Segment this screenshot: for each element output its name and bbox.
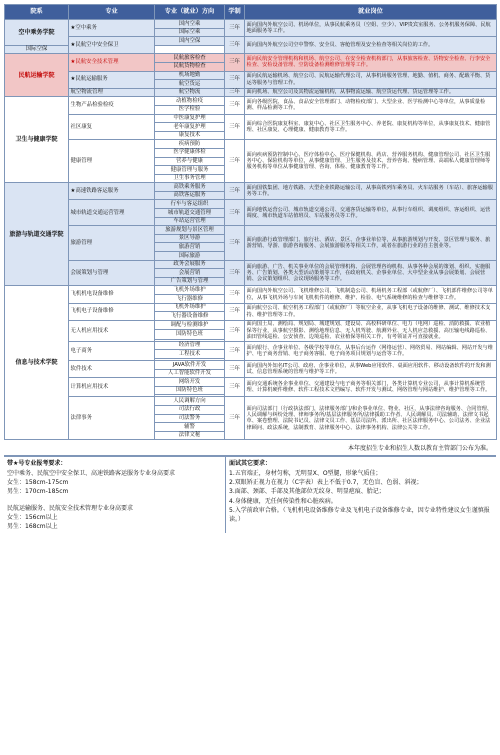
direction-cell: 人民调解方向 [155, 397, 225, 406]
table-row [5, 37, 497, 46]
direction-cell: 动植物检疫 [155, 97, 225, 106]
requirement-line: 4.身体健康，无任何传染性和心脏疾病。 [229, 497, 337, 505]
major-cell: ★民航安全技术管理 [69, 54, 155, 71]
table-row [5, 378, 497, 387]
direction-cell: 国内空保 [155, 37, 225, 46]
direction-cell: 高铁乘务服务 [155, 183, 225, 192]
duration-cell: 三年 [225, 20, 245, 37]
jobs-cell: 面向国内外航空公司、机场单位，从事民航乘务员（空姐、空少）、VIP贵宾室服务、公务机服务保障、民航地面服务等工作。 [245, 20, 497, 37]
jobs-cell: 面向各级医院、食品、食品安全管理部门、动物检疫部门、大型企业、医学检测中心等单位，从事质量检测、样品检测等工作。 [245, 97, 497, 114]
direction-cell: 网络开发 [155, 378, 225, 387]
table-row [5, 71, 497, 80]
major-cell: 生物产品检验检疫 [69, 97, 155, 114]
jobs-cell: 面向国内外知名IT公司、政府、企事业单位，从事Web应用软件、桌面应用软件、移动设备软件的开发和测试、信息管理系统的管理与维护等工作。 [245, 361, 497, 378]
major-cell: 航空物流管理 [69, 88, 155, 97]
direction-cell: 老年康复护理 [155, 123, 225, 132]
requirement-line: 面试其它要求： [229, 460, 272, 468]
table-row [5, 341, 497, 350]
jobs-cell: 面向机场、航空公司及其物流运输机构，从事物流运输、航空货运代理、货运管理等工作。 [245, 88, 497, 97]
department-cell: 卫生与健康学院 [5, 97, 69, 183]
jobs-cell: 面向国铁集团、地方铁路、大型企业铁路运输公司，从事高铁列车乘务员、火车站服务（车站）、旅客运输服务等工作。 [245, 183, 497, 200]
jobs-cell: 面向旅游行政管理部门、旅行社、酒店、景区、企事业单位等，从事旅游规划与开发、景区管理与服务、旅游营销、导游、旅游咨询服务、会展旅游服务等相关工作，或者在旅游行业的自主创业等。 [245, 226, 497, 260]
jobs-cell: 面向旅游、广告、机关事业单位的会展管理机构、会展管理咨询机构、从事各种会展的策划、组织、实施服务、广告策划、各类大型活动策划等工作，在政府机关、企事业单位、大中型企业从事会展策划、会展营销、会议策划组织、会议现场服务等工作。 [245, 260, 497, 286]
jobs-cell: 面向国内外航空公司空中警察、安全员、客舱管理及安全检查等相关岗位的工作。 [245, 37, 497, 54]
document [4, 4, 496, 533]
direction-cell: 人工智能软件开发 [155, 369, 225, 378]
major-cell: 飞机机电设备维修 [69, 286, 155, 303]
direction-cell: 行车与客运组织 [155, 200, 225, 209]
duration-cell: 三年 [225, 37, 245, 54]
header-major: 专业 [69, 5, 155, 20]
table-row [5, 97, 497, 106]
direction-cell: 司法警务 [155, 414, 225, 423]
direction-cell: 国际空保 [5, 45, 69, 54]
major-table [4, 4, 497, 440]
department-cell: 旅游与轨道交通学院 [5, 183, 69, 286]
major-cell: ★民航运输服务 [69, 71, 155, 88]
major-cell: 法律事务 [69, 397, 155, 440]
direction-cell: 旅游营销 [155, 243, 225, 252]
requirement-line: 空中乘务、民航空中安全保卫、高速铁路客运服务专业身高要求 [7, 469, 176, 477]
direction-cell: 调配与检测维护 [155, 320, 225, 329]
department-cell: 空中乘务学院 [5, 20, 69, 46]
table-row [5, 114, 497, 123]
duration-cell: 三年 [225, 320, 245, 341]
requirement-line: 女生：156cm以上 [7, 513, 58, 521]
table-row [5, 226, 497, 235]
direction-cell: 康复技术 [155, 131, 225, 140]
duration-cell: 三年 [225, 140, 245, 183]
direction-cell: 飞机外场维护 [155, 286, 225, 295]
direction-cell: 医学检验 [155, 105, 225, 114]
direction-cell: 民航货物检查 [155, 62, 225, 71]
requirement-line [7, 497, 222, 504]
department-cell: 民航运输学院 [5, 54, 69, 97]
major-cell: 飞机电子设备维修 [69, 303, 155, 320]
footnote: 本年度招生专业和招生人数以教育主管部门公布为准。 [4, 440, 496, 456]
direction-cell: 中医康复护理 [155, 114, 225, 123]
direction-cell: 医学健康体检 [155, 148, 225, 157]
major-cell: 计算机应用技术 [69, 378, 155, 397]
requirement-line: 男生：170cm-185cm [7, 488, 69, 496]
jobs-cell: 面向地铁运营公司、城市轨道交通公司、交通客货运输等单位，从事行车组织、调度组织、客运组织、运营调度、城市轨道车站值班员、车站服务员等工作。 [245, 200, 497, 226]
table-row [5, 320, 497, 329]
direction-cell: 疾病预防 [155, 140, 225, 149]
table-row [5, 260, 497, 269]
table-row [5, 20, 497, 29]
direction-cell: 车站运营管理 [155, 217, 225, 226]
major-cell: 健康管理 [69, 140, 155, 183]
direction-cell: 会展营销 [155, 269, 225, 278]
direction-cell: 经济管理 [155, 341, 225, 350]
requirement-line: 2.双眼矫正视力在视力（C字表）表上不低于0.7，无色盲、色弱、斜视； [229, 478, 423, 486]
duration-cell: 三年 [225, 200, 245, 226]
duration-cell: 三年 [225, 226, 245, 260]
direction-cell: 飞机外场维护 [155, 303, 225, 312]
duration-cell: 三年 [225, 183, 245, 200]
direction-cell: 飞行器设备维修 [155, 312, 225, 321]
requirement-line: 5.入学前政审合格。（飞机机电设备维修专业及飞机电子设备维修专业，因专业特性建议女生谨慎报读。） [229, 506, 490, 524]
department-cell: 信息与技术学院 [5, 286, 69, 440]
duration-cell: 三年 [225, 71, 245, 88]
major-cell: 会展策划与管理 [69, 260, 155, 286]
table-row [5, 303, 497, 312]
direction-cell: 景区导游 [155, 234, 225, 243]
requirement-line: 男生：168cm以上 [7, 523, 58, 531]
jobs-cell: 面向银行、企事业单位、各级学校等单位，从事后台运作（网络运营）、网络贸易、网站编辑、网站开发与维护、电子商务营销、电子商务客服、电子商务项目规划与运营等工作。 [245, 341, 497, 360]
direction-cell: 广告策划与管理 [155, 277, 225, 286]
requirement-line: 女生：158cm-175cm [7, 478, 69, 486]
direction-cell: 国防特色班 [155, 386, 225, 395]
major-cell: 旅游管理 [69, 226, 155, 260]
duration-cell: 三年 [225, 260, 245, 286]
major-cell: ★空中乘务 [69, 20, 155, 37]
duration-cell: 三年 [225, 341, 245, 360]
direction-cell: 法律文秘 [155, 431, 225, 440]
direction-cell: 城市轨道交通管理 [155, 209, 225, 218]
table-row [5, 361, 497, 370]
header-direction: 专业（就业）方向 [155, 5, 225, 20]
duration-cell: 三年 [225, 303, 245, 320]
jobs-cell: 面向综合医院康复科室、康复中心、社区卫生服务中心、养老院、康复机构等单位，从事康复技术、健康管理、社区康复、心理健康、健康教育等工作。 [245, 114, 497, 140]
direction-cell: 航空货运 [155, 80, 225, 89]
direction-cell: 机场地勤 [155, 71, 225, 80]
direction-cell: 民航旅客检查 [155, 54, 225, 63]
header-dept: 院系 [5, 5, 69, 20]
major-cell: 无人机应用技术 [69, 320, 155, 341]
duration-cell: 三年 [225, 54, 245, 71]
direction-cell: 政务会展服务 [155, 260, 225, 269]
direction-cell: 司法行政 [155, 405, 225, 414]
table-row [5, 88, 497, 97]
duration-cell: 三年 [225, 114, 245, 140]
duration-cell: 三年 [225, 97, 245, 114]
requirements-section [4, 456, 496, 533]
major-cell: 城市轨道交通运营管理 [69, 200, 155, 226]
duration-cell: 三年 [225, 361, 245, 378]
interview-requirements [226, 457, 496, 533]
height-requirements [4, 457, 226, 533]
direction-cell: JAVA软件开发 [155, 361, 225, 370]
jobs-cell: 面向国土局、测绘局、规划局、城建规划、建设局、高校科研单位、电力（电网）巡检、消防救援、农业植保等行业，从事航空摄影、测绘地理信息、无人机驾驶、航测外业、无人机应急救援、高压输电线路巡检、油田管线巡检、公安侦查、边境巡检、农业植保等相关工作，有考领证并可直接就业。 [245, 320, 497, 341]
table-body [5, 20, 497, 440]
direction-cell: 国内空乘 [155, 20, 225, 29]
jobs-cell: 面向疾病预防控制中心、医疗体检中心、医疗保健机构、药店、营养服务机构、健康管理公司、社区卫生服务中心、保险机构等单位，从事健康管理、卫生服务及技术、营养咨询、慢病管理、高端私人健康管理师等服务机构等单位从事健康管理、咨询、体检、健康教育等工作。 [245, 140, 497, 183]
direction-cell: 营养与健康 [155, 157, 225, 166]
jobs-cell: 面向交通系统各企事业单位、交通建设与电子商务等相关部门，各类计算机专业公司，从事计算机系统管理、计算机硬件维修、软件工程技术文档编写、软件开发与测试、网络管理与网站维护、维护管理等工作。 [245, 378, 497, 397]
major-cell: 软件技术 [69, 361, 155, 378]
requirement-line: 带★号专业报考要求： [7, 460, 67, 468]
duration-cell: 三年 [225, 378, 245, 397]
direction-cell: 工程技术 [155, 350, 225, 359]
duration-cell: 三年 [225, 397, 245, 440]
table-row [5, 286, 497, 295]
duration-cell: 三年 [225, 286, 245, 303]
direction-cell: 国防特色班 [155, 330, 225, 339]
table-row [5, 397, 497, 406]
direction-cell: 航空物流 [155, 88, 225, 97]
direction-cell: 国际空乘 [155, 28, 225, 37]
major-cell: ★高速铁路客运服务 [69, 183, 155, 200]
requirement-line: 民航运输服务、民航安全技术管理专业身高要求 [7, 504, 134, 512]
jobs-cell: 面向司法部门（行政执法部门，法律服务部门/和企事业单位、物业、社区，从事法律咨询服务、合同管理、人民调解与纠纷处理、律师事务所/基层法律服务所/法律援助工作者、人民调解员、司法辅助、法律文书起草、案卷整理、法院书记员、法律文员工作、基层司法所、派出所、社区法律服务中心、公司法务、企业法律顾问、政法系统，法制教育、法律服务中心、法律事务机构、法律公关等工作。 [245, 397, 497, 440]
direction-cell: 国际旅游 [155, 252, 225, 261]
direction-cell: 卫生事务管理 [155, 174, 225, 183]
major-cell: 社区康复 [69, 114, 155, 140]
jobs-cell: 面向民航运输机场、航空公司、民航运输代理公司，从事机场服务管理、地勤、值机、商务、配载平衡、货运等服务与管理工作。 [245, 71, 497, 88]
direction-cell: 高铁客运服务 [155, 191, 225, 200]
table-row [5, 200, 497, 209]
jobs-cell: 面向国内外航空公司、飞机维修公司、飞机制造公司、机场机务工程部（或航修厂）、飞机部件维修公司等单位，从事飞机外场与车间飞机机件的维修、维护、检验、电气系统维修的检查与维修等工作。 [245, 286, 497, 303]
major-cell: 电子商务 [69, 341, 155, 360]
direction-cell: 旅游规划与景区管理 [155, 226, 225, 235]
table-row [5, 54, 497, 63]
duration-cell: 三年 [225, 88, 245, 97]
jobs-cell: 面向航空公司、航空机务工程部门（或航修厂）等航空企业，从事飞机电子设备的维修、测试、维修技术支持、维护管理等工作。 [245, 303, 497, 320]
table-row [5, 140, 497, 149]
direction-cell: 辅警 [155, 423, 225, 432]
table-header-row [5, 5, 497, 20]
direction-cell: 飞行器维修 [155, 295, 225, 304]
direction-cell: 健康管理与服务 [155, 166, 225, 175]
requirement-line: 3.面部、颈部、手部及其他部位无纹身、明显疤痕、胎记； [229, 488, 385, 496]
major-cell: ★民航空中安全保卫 [69, 37, 155, 54]
table-row [5, 183, 497, 192]
header-jobs: 就业岗位 [245, 5, 497, 20]
header-duration: 学制 [225, 5, 245, 20]
requirement-line: 1.五官端正，身材匀称，无明显X、O型腿，形象气质佳； [229, 469, 382, 477]
jobs-cell: 面向民航安全管理机构和机场、航空公司、在安全检查机构部门，从事旅客检查、货物安全检查、行李安全检查、安检设备管理、空防设备检测维修管理等工作。 [245, 54, 497, 71]
